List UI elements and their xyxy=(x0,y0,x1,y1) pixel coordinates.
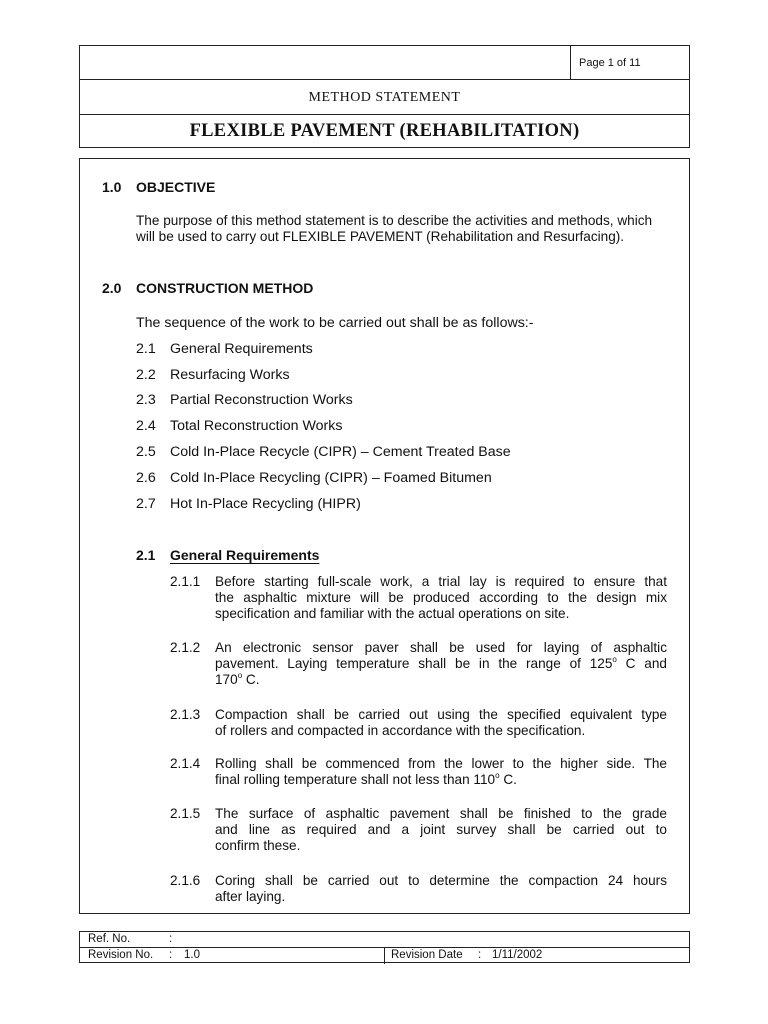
clause-number: 2.1.2 xyxy=(170,640,201,655)
clause-text xyxy=(215,873,667,905)
clause-line-part: C. xyxy=(499,772,517,787)
clause-text xyxy=(215,806,667,854)
list-item-number: 2.7 xyxy=(136,496,156,512)
subsection-title-general-requirements: General Requirements xyxy=(170,547,320,563)
list-item-number: 2.2 xyxy=(136,367,156,383)
list-item xyxy=(136,496,636,522)
degree-superscript: o xyxy=(495,771,500,780)
clause-number: 2.1.3 xyxy=(170,707,201,722)
list-item-number: 2.4 xyxy=(136,418,156,434)
revision-date-value: 1/11/2002 xyxy=(492,949,543,961)
clause-line: Before starting full-scale work, a trial lay is required to ensure that xyxy=(215,574,667,589)
list-item-label: Hot In-Place Recycling (HIPR) xyxy=(170,496,361,512)
list-item-label: General Requirements xyxy=(170,341,313,357)
document-body xyxy=(79,158,690,914)
list-item xyxy=(136,392,636,418)
list-item xyxy=(136,341,636,367)
clause-text xyxy=(215,640,667,688)
revision-footer xyxy=(79,931,690,963)
clause-line: An electronic sensor paver shall be used for laying of asphaltic xyxy=(215,640,667,655)
list-item-number: 2.1 xyxy=(136,341,156,357)
footer-revision-row xyxy=(80,947,689,964)
paragraph-line: The purpose of this method statement is to describe the activities and methods, which xyxy=(136,213,653,228)
clause-text xyxy=(215,574,667,622)
list-item xyxy=(136,418,636,444)
clause-text xyxy=(215,756,667,788)
clause-line: Rolling shall be commenced from the lower to the higher side. The xyxy=(215,756,667,771)
ref-no-label: Ref. No. xyxy=(88,933,131,945)
clause-line-part: C and xyxy=(616,656,667,671)
construction-intro: The sequence of the work to be carried out shall be as follows:- xyxy=(136,315,534,331)
clause-line: the asphaltic mixture will be produced according to the design mix xyxy=(215,590,667,605)
degree-superscript: o xyxy=(612,655,617,664)
clause-line-part: final rolling temperature shall not less than 110 xyxy=(215,772,496,787)
list-item-label: Cold In-Place Recycle (CIPR) – Cement Treated Base xyxy=(170,444,511,460)
list-item-number: 2.3 xyxy=(136,392,156,408)
construction-list xyxy=(136,341,636,522)
list-item-label: Resurfacing Works xyxy=(170,367,290,383)
list-item-number: 2.6 xyxy=(136,470,156,486)
clause-line-part: pavement. Laying temperature shall be in the range of 125 xyxy=(215,656,613,671)
list-item-number: 2.5 xyxy=(136,444,156,460)
page-indicator: Page 1 of 11 xyxy=(570,46,689,79)
clause-line: Coring shall be carried out to determine the compaction 24 hours xyxy=(215,873,667,888)
clause-number: 2.1.4 xyxy=(170,756,201,771)
ref-no-separator: : xyxy=(169,933,173,945)
clause-text xyxy=(215,707,667,739)
revision-no-value: 1.0 xyxy=(184,949,200,961)
footer-divider xyxy=(384,948,385,964)
list-item xyxy=(136,470,636,496)
clause-line xyxy=(215,772,667,788)
section-title-objective: OBJECTIVE xyxy=(136,179,216,195)
degree-superscript: o xyxy=(237,671,243,680)
revision-no-separator: : xyxy=(169,949,173,961)
list-item-label: Partial Reconstruction Works xyxy=(170,392,353,408)
clause-line: of rollers and compacted in accordance with the specification. xyxy=(215,723,586,738)
clause-line: The surface of asphaltic pavement shall be finished to the grade xyxy=(215,806,667,821)
clause-line: Compaction shall be carried out using the specified equivalent type xyxy=(215,707,667,722)
list-item-label: Total Reconstruction Works xyxy=(170,418,343,434)
document-title: FLEXIBLE PAVEMENT (REHABILITATION) xyxy=(79,114,690,148)
list-item-label: Cold In-Place Recycling (CIPR) – Foamed Bitumen xyxy=(170,470,492,486)
footer-ref-row xyxy=(80,932,689,948)
revision-no-label: Revision No. xyxy=(88,949,154,961)
clause-number: 2.1.6 xyxy=(170,873,201,888)
section-title-construction: CONSTRUCTION METHOD xyxy=(136,280,314,296)
clause-line: and line as required and a joint survey shall be carried out to xyxy=(215,822,667,837)
clause-line-part: 170 xyxy=(215,672,238,687)
clause-line: after laying. xyxy=(215,889,286,904)
clause-line: specification and familiar with the actual operations on site. xyxy=(215,606,570,621)
clause-number: 2.1.1 xyxy=(170,574,201,589)
paragraph-line: will be used to carry out FLEXIBLE PAVEMENT (Rehabilitation and Resurfacing). xyxy=(136,229,625,244)
clause-line-part: C. xyxy=(242,672,260,687)
section-number: 1.0 xyxy=(102,179,122,195)
objective-paragraph xyxy=(136,213,668,245)
section-number: 2.0 xyxy=(102,280,122,296)
subsection-number: 2.1 xyxy=(136,547,156,563)
document-type: METHOD STATEMENT xyxy=(79,79,690,115)
list-item xyxy=(136,444,636,470)
clause-number: 2.1.5 xyxy=(170,806,201,821)
revision-date-label: Revision Date xyxy=(391,949,463,961)
revision-date-separator: : xyxy=(478,949,482,961)
clause-line: confirm these. xyxy=(215,838,301,853)
clause-line xyxy=(215,656,667,672)
clause-line xyxy=(215,672,667,688)
list-item xyxy=(136,367,636,392)
header-page-row xyxy=(79,45,690,80)
